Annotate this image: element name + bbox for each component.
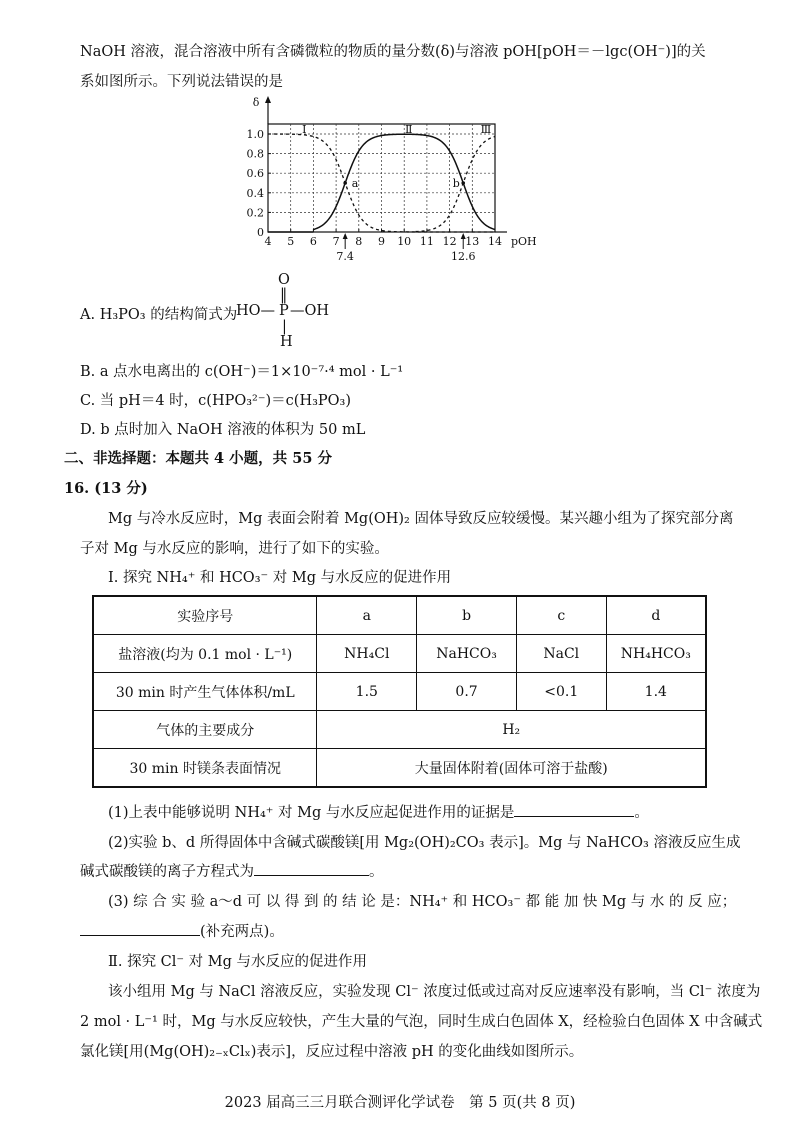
struct-vertical-bond: | <box>282 319 287 335</box>
table-cell: 30 min 时镁条表面情况 <box>93 749 317 788</box>
table-cell: 气体的主要成分 <box>93 711 317 749</box>
table-row <box>93 596 706 635</box>
q16-paragraph-line-1: Mg 与冷水反应时，Mg 表面会附着 Mg(OH)₂ 固体导致反应较缓慢。某兴趣小组为了探究部分离 <box>108 511 734 527</box>
y-tick-label: 0.6 <box>246 167 264 181</box>
q16-sub-2-text: 碱式碳酸镁的离子方程式为 <box>80 864 254 880</box>
x-special-arrowhead <box>343 233 348 239</box>
q16-sub-1-text: (1)上表中能够说明 NH₄⁺ 对 Mg 与水反应起促进作用的证据是 <box>108 805 515 821</box>
x-tick-label: 14 <box>488 235 502 248</box>
y-tick-label: 0.2 <box>246 206 264 220</box>
x-special-label: 7.4 <box>336 250 354 263</box>
y-tick-label: 1.0 <box>246 128 264 141</box>
answer-blank-3[interactable] <box>80 935 200 936</box>
table-cell: 盐溶液(均为 0.1 mol · L⁻¹) <box>93 635 317 673</box>
x-tick-label: 8 <box>355 235 363 248</box>
page-footer: 2023 届高三三月联合测评化学试卷 第 5 页(共 8 页) <box>224 1095 576 1111</box>
q16-sub-2-end: 。 <box>369 864 384 880</box>
option-a-prefix: A. H₃PO₃ 的结构简式为 <box>80 307 238 323</box>
distribution-chart <box>240 94 540 264</box>
table-cell: H₂ <box>317 711 706 749</box>
x-tick-label: 11 <box>419 235 434 248</box>
x-special-label: 12.6 <box>450 250 476 263</box>
x-tick-label: 12 <box>442 235 457 248</box>
table-row <box>93 711 706 749</box>
table-cell: d <box>606 596 706 635</box>
table-cell: 大量固体附着(固体可溶于盐酸) <box>317 749 706 788</box>
x-tick-label: 6 <box>309 235 317 248</box>
table-cell: 30 min 时产生气体体积/mL <box>93 673 317 711</box>
point-a <box>343 181 347 185</box>
x-tick-label: 7 <box>332 235 340 248</box>
x-tick-label: 4 <box>264 235 272 248</box>
table-row <box>93 635 706 673</box>
part-1-title: Ⅰ. 探究 NH₄⁺ 和 HCO₃⁻ 对 Mg 与水反应的促进作用 <box>108 570 452 586</box>
q16-sub-3-line-2 <box>80 920 284 941</box>
table-cell: NH₄HCO₃ <box>606 635 706 673</box>
struct-top-o: O <box>278 272 290 288</box>
q16-sub-1-end: 。 <box>634 805 649 821</box>
chart-ticks <box>247 128 503 263</box>
y-tick-label: 0 <box>257 226 264 239</box>
q16-sub-3-line-1: (3) 综 合 实 验 a～d 可 以 得 到 的 结 论 是：NH₄⁺ 和 HCO₃⁻ 都 能 加 快 Mg 与 水 的 反 应； <box>108 894 737 910</box>
x-tick-label: 5 <box>287 235 295 248</box>
table-row <box>93 673 706 711</box>
y-axis-arrowhead <box>265 96 271 103</box>
table-row <box>93 749 706 788</box>
table-cell: 实验序号 <box>93 596 317 635</box>
table-cell: c <box>516 596 606 635</box>
table-cell: 0.7 <box>417 673 517 711</box>
y-axis-label: δ <box>252 96 260 109</box>
x-axis-label: pOH <box>511 235 537 248</box>
region-label: Ⅰ <box>302 123 307 136</box>
q16-sub-2-line-2 <box>80 860 384 881</box>
part-2-line-2: 2 mol · L⁻¹ 时，Mg 与水反应较快，产生大量的气泡，同时生成白色固体 X，经检验白色固体 X 中含碱式 <box>80 1014 763 1030</box>
part-2-line-3: 氯化镁[用(Mg(OH)₂₋ₓClₓ)表示]，反应过程中溶液 pH 的变化曲线如图所示。 <box>80 1044 584 1060</box>
point-label: b <box>452 177 460 190</box>
table-cell: NaCl <box>516 635 606 673</box>
struct-center-p: P <box>279 303 289 319</box>
option-b: B. a 点水电离出的 c(OH⁻)＝1×10⁻⁷·⁴ mol · L⁻¹ <box>80 364 404 380</box>
answer-blank-2[interactable] <box>254 875 369 876</box>
region-label: Ⅲ <box>480 123 492 136</box>
table-cell: NaHCO₃ <box>417 635 517 673</box>
table-cell: <0.1 <box>516 673 606 711</box>
point-b <box>461 181 465 185</box>
x-tick-label: 10 <box>397 235 412 248</box>
point-label: a <box>351 177 359 190</box>
table-cell: 1.4 <box>606 673 706 711</box>
x-tick-label: 13 <box>465 235 480 248</box>
table-cell: NH₄Cl <box>317 635 417 673</box>
struct-right: —OH <box>290 303 330 319</box>
option-c: C. 当 pH＝4 时，c(HPO₃²⁻)＝c(H₃PO₃) <box>80 393 352 409</box>
struct-left: HO— <box>236 303 276 319</box>
answer-blank-1[interactable] <box>514 816 634 817</box>
table-cell: b <box>417 596 517 635</box>
q16-sub-3-text: (补充两点)。 <box>200 924 284 940</box>
q16-sub-1 <box>108 801 649 822</box>
x-tick-label: 9 <box>378 235 385 248</box>
option-d: D. b 点时加入 NaOH 溶液的体积为 50 mL <box>80 422 366 438</box>
part-2-title: Ⅱ. 探究 Cl⁻ 对 Mg 与水反应的促进作用 <box>108 954 368 970</box>
q16-paragraph-line-2: 子对 Mg 与水反应的影响，进行了如下的实验。 <box>80 541 389 557</box>
table-cell: a <box>317 596 417 635</box>
chart-frame <box>265 96 507 232</box>
y-tick-label: 0.8 <box>246 147 264 161</box>
series-helper <box>393 134 454 159</box>
struct-bottom-h: H <box>280 334 293 350</box>
experiment-table <box>92 595 707 788</box>
q16-sub-2-line-1: (2)实验 b、d 所得固体中含碱式碳酸镁[用 Mg₂(OH)₂CO₃ 表示]。Mg 与 NaHCO₃ 溶液反应生成 <box>108 835 741 851</box>
h3po3-structure <box>236 274 346 366</box>
y-tick-label: 0.4 <box>246 186 264 200</box>
table-cell: 1.5 <box>317 673 417 711</box>
struct-double-bond: ‖ <box>280 286 288 304</box>
part-2-line-1: 该小组用 Mg 与 NaCl 溶液反应，实验发现 Cl⁻ 浓度过低或过高对反应速率没有影响，当 Cl⁻ 浓度为 <box>108 984 761 1000</box>
question-16-number: 16. (13 分) <box>64 480 148 497</box>
intro-line-2: 系如图所示。下列说法错误的是 <box>80 74 283 90</box>
section-2-heading: 二、非选择题：本题共 4 小题，共 55 分 <box>64 450 332 467</box>
region-label: Ⅱ <box>404 123 413 136</box>
chart-labels <box>253 96 537 248</box>
intro-line-1: NaOH 溶液，混合溶液中所有含磷微粒的物质的量分数(δ)与溶液 pOH[pOH＝－lgc(OH⁻)]的关 <box>80 44 706 60</box>
